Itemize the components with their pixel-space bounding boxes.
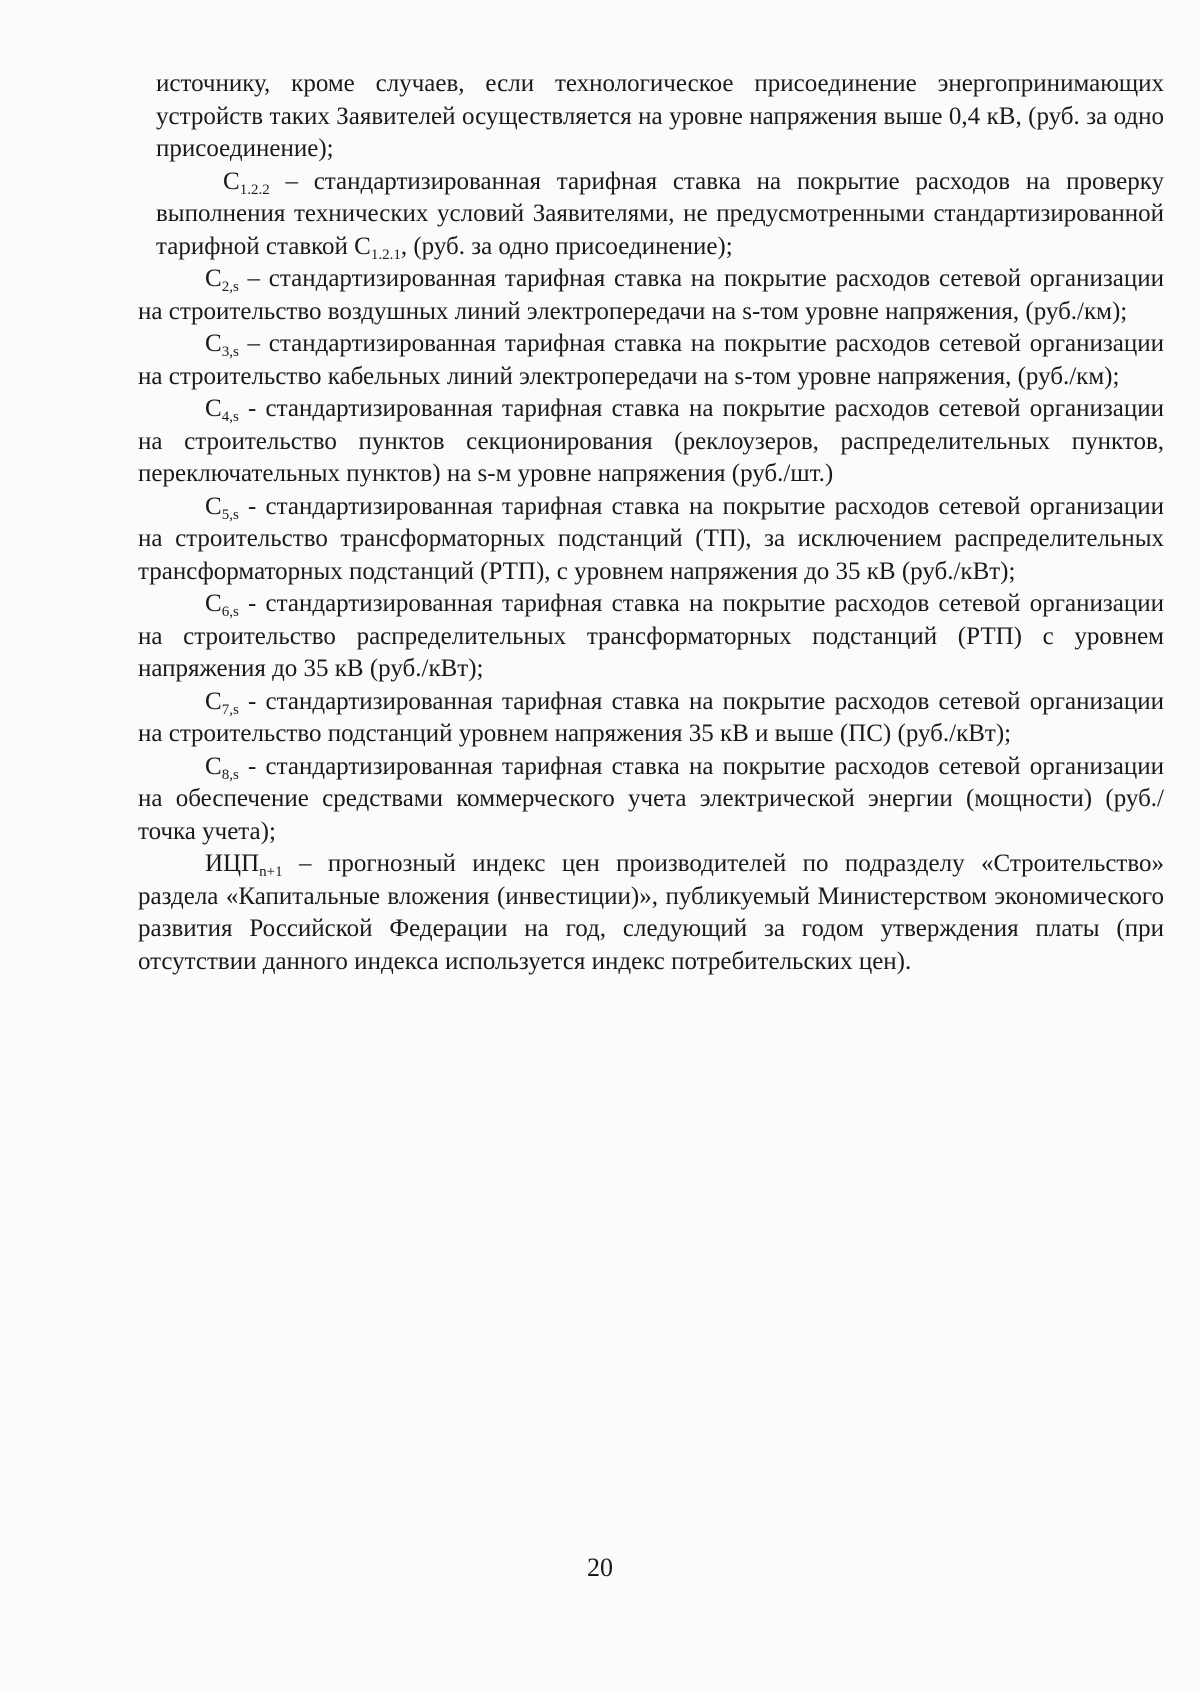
paragraph-c122 xyxy=(138,166,1164,264)
formula-subscript: n+1 xyxy=(259,864,283,880)
paragraph-text: – прогнозный индекс цен производителей по подразделу «Строительство» раздела «Капитальные вложения (инвестиции)», публикуемый Министерством экономического развития Российской Федерации на год, следующий за годом утверждения платы (при отсутствии данного индекса используется индекс потребительских цен). xyxy=(138,850,1164,975)
formula-subscript: 7,s xyxy=(221,701,239,718)
paragraph-c6s xyxy=(138,588,1164,686)
formula-symbol: С xyxy=(205,492,222,520)
paragraph-text: - стандартизированная тарифная ставка на покрытие расходов сетевой организации на строительство распределительных трансформаторных подстанций (РТП) с уровнем напряжения до 35 кВ (руб./кВт); xyxy=(138,590,1164,682)
paragraph-text: - стандартизированная тарифная ставка на покрытие расходов сетевой организации на строительство пунктов секционирования (реклоузеров, распределительных пунктов, переключательных пунктов) на s-м уровне напряжения (руб./шт.) xyxy=(138,395,1164,487)
formula-symbol: С xyxy=(205,330,222,357)
document-body xyxy=(138,68,1164,978)
formula-subscript: 5,s xyxy=(221,506,239,523)
paragraph-c7s xyxy=(138,686,1164,751)
formula-symbol: С xyxy=(205,265,222,292)
formula-subscript: 6,s xyxy=(221,604,239,620)
paragraph-c3s xyxy=(138,328,1164,393)
paragraph-text: – стандартизированная тарифная ставка на покрытие расходов на проверку выполнения технических условий Заявителями, не предусмотренными стандартизированной тарифной ставкой С xyxy=(156,167,1164,260)
formula-subscript: 8,s xyxy=(221,766,239,783)
formula-symbol: С xyxy=(223,167,240,195)
paragraph-text: – стандартизированная тарифная ставка на покрытие расходов сетевой организации на строительство воздушных линий электропередачи на s-том уровне напряжения, (руб./км); xyxy=(138,265,1164,325)
formula-subscript: 3,s xyxy=(221,344,239,360)
paragraph-c4s xyxy=(138,393,1164,491)
formula-symbol: С xyxy=(205,395,222,422)
paragraph-c2s xyxy=(138,263,1164,328)
formula-subscript: 4,s xyxy=(221,409,239,425)
formula-symbol: С xyxy=(205,687,222,715)
formula-symbol: ИЦП xyxy=(205,850,260,877)
paragraph-c5s xyxy=(138,491,1164,589)
formula-subscript: 2,s xyxy=(221,279,239,295)
paragraph-text: - стандартизированная тарифная ставка на покрытие расходов сетевой организации на строительство трансформаторных подстанций (ТП), за исключением распределительных трансформаторных подстанций (РТП), с уровнем напряжения до 35 кВ (руб./кВт); xyxy=(138,492,1164,585)
inline-subscript: 1.2.1 xyxy=(370,246,401,263)
page-number: 20 xyxy=(587,1553,613,1582)
paragraph-text: - стандартизированная тарифная ставка на покрытие расходов сетевой организации на строительство подстанций уровнем напряжения 35 кВ и выше (ПС) (руб./кВт); xyxy=(138,687,1164,747)
formula-symbol: С xyxy=(205,752,222,780)
paragraph-icp xyxy=(138,848,1164,978)
formula-symbol: С xyxy=(205,590,222,617)
paragraph-text: - стандартизированная тарифная ставка на покрытие расходов сетевой организации на обеспечение средствами коммерческого учета электрической энергии (мощности) (руб./точка учета); xyxy=(138,752,1164,845)
paragraph-text-after: , (руб. за одно присоединение); xyxy=(400,232,733,260)
formula-subscript: 1.2.2 xyxy=(239,181,270,198)
paragraph-text: источнику, кроме случаев, если технологическое присоединение энергопринимающих устройств таких Заявителей осуществляется на уровне напряжения выше 0,4 кВ, (руб. за одно присоединение); xyxy=(156,70,1164,162)
paragraph-text: – стандартизированная тарифная ставка на покрытие расходов сетевой организации на строительство кабельных линий электропередачи на s-том уровне напряжения, (руб./км); xyxy=(138,330,1164,390)
paragraph-c8s xyxy=(138,751,1164,849)
paragraph-continuation xyxy=(138,68,1164,166)
